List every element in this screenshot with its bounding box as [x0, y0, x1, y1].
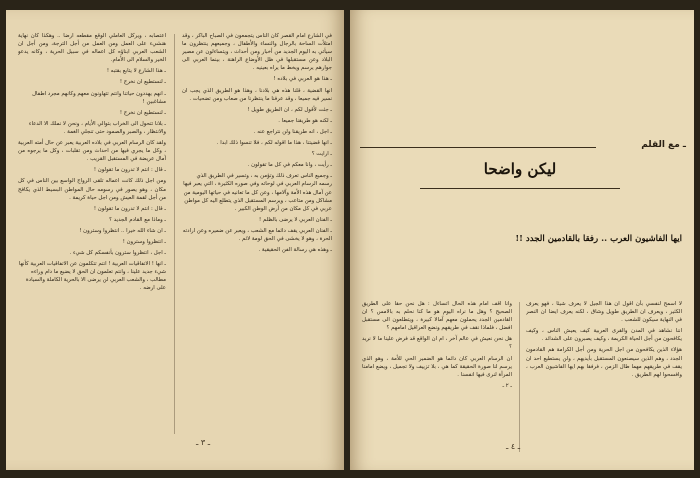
paragraph: ولقد كان الرسام العربي في بلاده العربية يعبر عن حال أمته العربية ، وكل ما يجري فيها من احداث ومن تقلبات ، وكل ما يرجوه من آمال عريضة في المستقبل القريب . — [18, 140, 166, 163]
paragraph: ان الرسام العربي كان دائما هو الضمير الحي للأمة ، وهو الذي يرسم لنا صورة الحقيقة كما هي ، بلا تزييف ولا تجميل ، ويضع امامنا المرآة لنرى فيها انفسنا . — [362, 355, 512, 378]
paragraph: ـ الفنان العربي يقف دائما مع الشعب ، ويعبر عن ضميره وعن ارادته الحرة ، وهو لا يخشى في الحق لومة لائم . — [182, 227, 332, 242]
paragraph: ـ هذا الشارع لا يتابع بقتبه ! — [106, 68, 166, 75]
section-label: ـ مع القلم — [641, 140, 686, 150]
left-page-column-right — [182, 32, 332, 447]
article-subheadline: ايها الفاشيون العرب .. رفقا بالقادمين الجدد !! — [515, 234, 682, 244]
column-separator — [174, 34, 175, 434]
paragraph: اننا نشاهد في المدن والقرى العربية كيف يعيش الناس ، وكيف يكافحون من أجل الحياة الكريمة ، وكيف يصبرون على الشدائد . — [526, 328, 682, 343]
paragraph: ـ رأيت ، وانا معكم في كل ما تقولون . — [247, 162, 332, 169]
page-number-left: ـ ٣ ـ — [196, 438, 211, 447]
article-headline: ليكن واضحا — [483, 160, 557, 178]
paragraph: هل نحن نعيش في عالم آخر ، ام ان الواقع قد فرض علينا ما لا نريد ؟ — [362, 336, 512, 351]
page-number-right: ـ ٤ ـ — [506, 442, 521, 451]
section-rule — [360, 147, 596, 148]
paragraph: ـ ٢ ـ — [502, 382, 512, 389]
paragraph: ـ وجميع الناس تعرف ذلك وتؤمن به ، وتسير في الطريق الذي رسمه الرسام العربي في لوحاته وفي صوره الكثيرة ، التي يعبر فيها عن آمال هذه الأمة وآلامها ، وعن كل ما تعانيه في حياتها اليومية من مشاكل ومن متاعب ، ويرسم المستقبل الذي يتطلع اليه كل مواطن عربي في كل مكان من أرض الوطن الكبير . — [183, 173, 332, 212]
right-page — [350, 10, 694, 470]
paragraph: ـ ان شاء الله خيرا .. انتظروا وسترون ! — [79, 227, 166, 234]
paragraph: ـ لنستطيع ان نخرج ! — [119, 79, 166, 86]
paragraph: ـ وماذا مع القادم الجديد ؟ — [109, 216, 166, 223]
column-separator — [519, 302, 520, 452]
paragraph: ومن اجل ذلك كانت اعماله تلقى الرواج الواسع بين الناس في كل مكان ، وهو يصور في رسومه حال المواطن البسيط الذي يكافح من أجل لقمة العيش ومن اجل حياة كريمة . — [18, 178, 166, 201]
paragraph: في الشارع امام القصر كان الناس يتجمعون في الصباح الباكر ، وقد امتلأت الساحة بالرجال والنساء والأطفال ، وجميعهم ينتظرون ما سيأتي به اليوم الجديد من أخبار ومن أحداث ، ويتساءلون عن مصير البلاد وعن مستقبلها في ظل الأوضاع الراهنة ، بينما العربي الى جوارهم يرسم ويخط ما يراه بعينيه . — [182, 33, 332, 72]
paragraph: اعتصابه ، ويركل العاملي الوقع مقطعه ارضا .. وهكذا كان نهاية هنشيء على العمل ومن العمل من أجل الترجة، ومن أجل ان الشعب العربي ابناؤه كل اعماله في سبيل الحرية ، وكانه يدعو الخير والسلام الى الأمام. — [18, 33, 166, 64]
headline-rule — [420, 188, 620, 189]
paragraph: ـ هذا هو العربي في بلاده ! — [273, 76, 332, 83]
paragraph: وانا اقف امام هذه الحال اتساءل : هل نحن حقا على الطريق الصحيح ؟ وهل ما نراه اليوم هو ما كنا نحلم به بالامس ؟ ان القادمين الجدد يحملون معهم آمالا كبيرة ، ويتطلعون الى مستقبل افضل ، فلماذا نقف في طريقهم ونضع العراقيل امامهم ؟ — [362, 301, 512, 332]
paragraph: ـ انها ! الاتفاقيات العربية ! انتم تتكلمون عن الاتفاقيات العربية كأنها شيء جديد علينا ، وانتم تعلمون ان الحق لا يضيع ما دام وراءه مطالب ، والشعب العربي لن يرضى الا بالحرية الكاملة والسيادة على ارضه . — [18, 261, 166, 292]
paragraph: ـ لنستطيع ان نخرج ! — [119, 109, 166, 116]
right-page-column-left — [362, 300, 512, 460]
paragraph: انها القضية ، قلنا هذه هي بلادنا ، وهذا هو الطريق الذي يجب ان نسير فيه جميعا ، وقد عرفنا ما ينتظرنا من صعاب ومن تضحيات . — [182, 87, 332, 102]
paragraph: ـ بلانا تتحول الى الخراب بتوالي الأيام ، ونحن لا نملك الا الدعاء والانتظار ، والصبر والصمود حتى تنجلي الغمة . — [28, 120, 166, 135]
paragraph: ـ قال : انتم لا تدرون ما تقولون ! — [93, 205, 166, 212]
right-page-column-right — [526, 300, 682, 460]
paragraph: ـ انها قضيتنا ، هذا ما اقوله لكم ، فلا تنسوا ذلك ابدا . — [216, 140, 332, 147]
left-page — [6, 10, 344, 470]
paragraph: ـ قال : انتم لا تدرون ما تقولون ! — [93, 167, 166, 174]
paragraph: لا اسمح لنفسي بأن اقول ان هذا الجيل لا يعرف شيئا ، فهو يعرف الكثير ، ويعرف ان الطريق طويل وشاق ، لكنه يعرف ايضا ان النصر في النهاية سيكون للشعب . — [526, 301, 682, 324]
paragraph: ـ وهذه هي رسالة الفن الحقيقية . — [258, 247, 332, 254]
paragraph: ـ انتظروا وسترون ! — [122, 238, 166, 245]
paragraph: ـ ارايت ؟ — [311, 151, 332, 158]
paragraph: ـ لكنه هو طريقنا جميعا . — [278, 117, 332, 124]
paragraph: هؤلاء الذين يكافحون من اجل الحرية ومن أجل الكرامة هم القادمون الجدد ، وهم الذين سيصنعون المستقبل بأيديهم ، ولن يستطيع احد ان يقف في طريقهم مهما طال الزمن ، فرفقا بهم ايها الفاشيون العرب ، وافسحوا لهم الطريق . — [526, 347, 682, 378]
paragraph: ـ انهم يهددون حياتنا وانتم تتهاونون معهم وكانهم مجرد اطفال مشاغبين ! — [32, 90, 166, 105]
paragraph: ـ جئت لأقول لكم ، ان الطريق طويل ! — [247, 106, 332, 113]
paragraph: ـ اجل ، انه طريقنا ولن نتراجع عنه . — [253, 128, 332, 135]
paragraph: ـ اجل ، انتظروا سترون بأنفسكم كل شيء . — [69, 250, 166, 257]
paragraph: ـ الفنان العربي لا يرضى بالظلم ! — [258, 216, 332, 223]
left-page-column-left — [18, 32, 166, 447]
